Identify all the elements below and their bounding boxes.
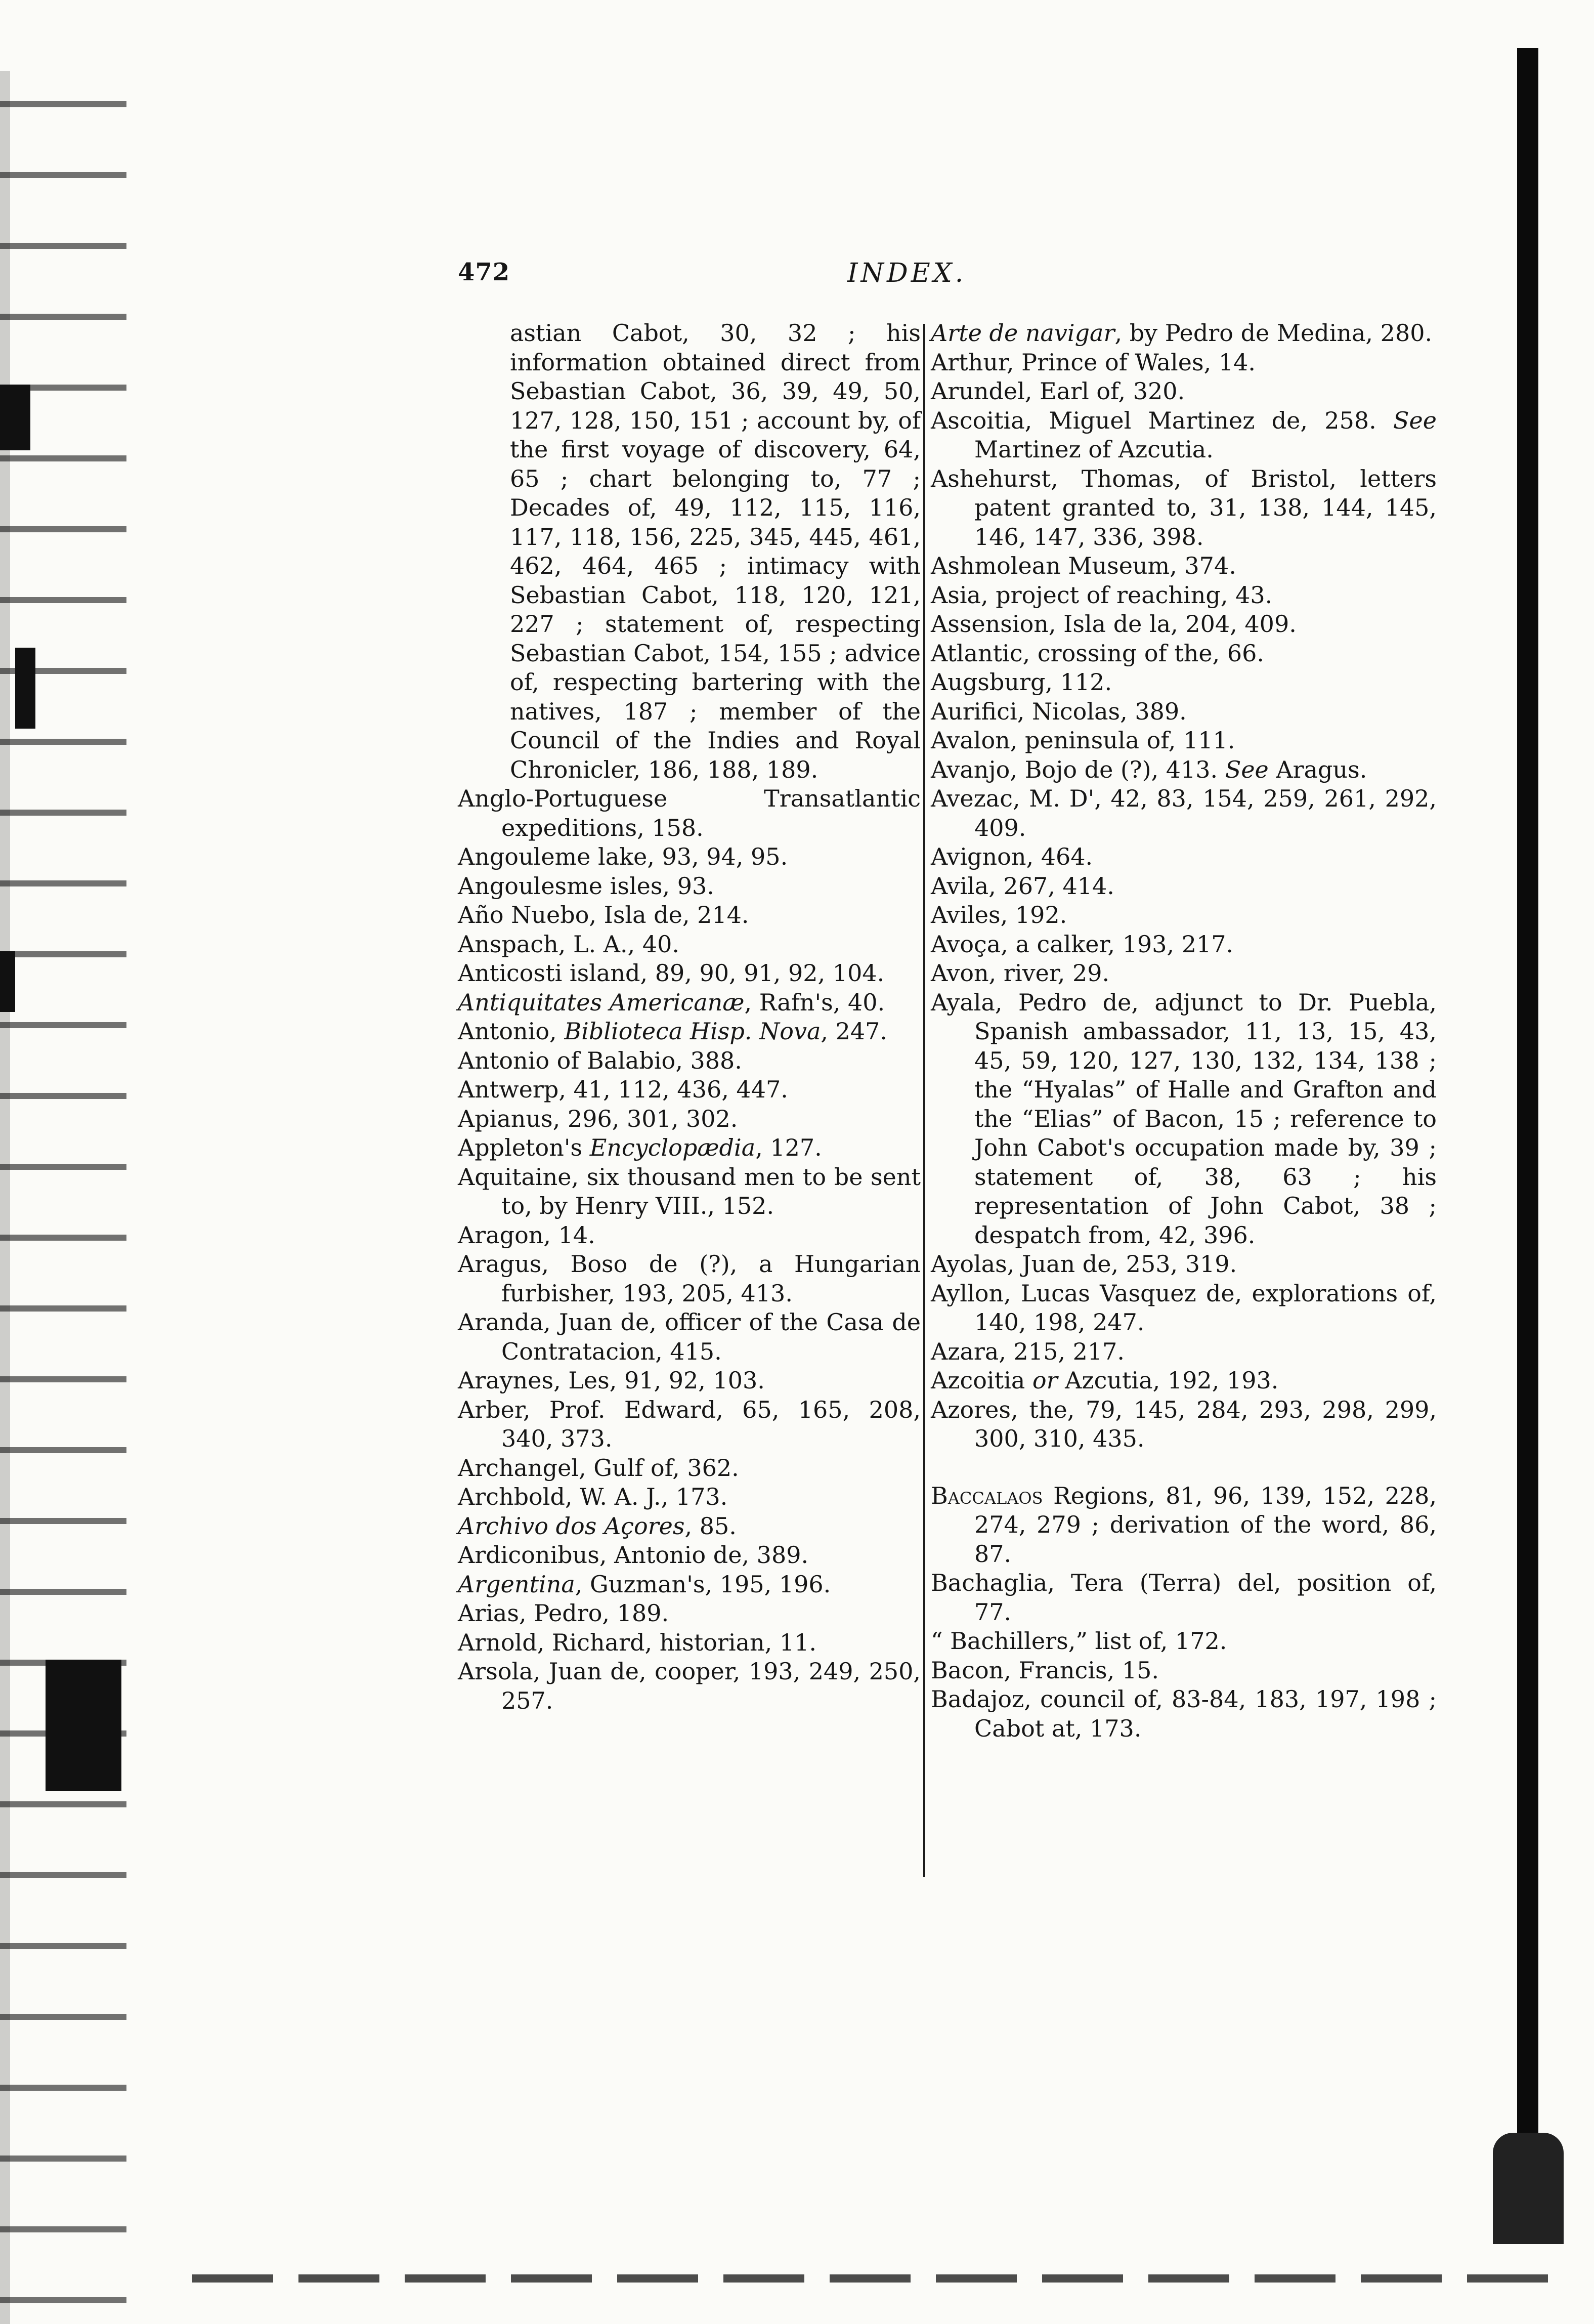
entry-text: Ascoitia, Miguel Martinez de, 258. bbox=[931, 406, 1376, 434]
entry-text: , 247. bbox=[821, 1018, 888, 1045]
entry-italic: Encyclopædia bbox=[589, 1134, 756, 1161]
entry-italic: Arte de navigar bbox=[931, 319, 1115, 347]
index-entry bbox=[458, 1105, 921, 1134]
index-column-right bbox=[931, 319, 1437, 1743]
entry-text: astian Cabot, 30, 32 ; his information obtained direct from Sebastian Cabot, 36, 39, 49, 50, 127, 128, 150, 151 ; account by, of the first voyage of discovery, 64, 65 ; chart belonging to, 77 ; Decades of, 49, 112, 115, 116, 117, 118, 156, 225, 345, 445, 461, 462, 464, 465 ; intimacy with Sebastian Cabot, 118, 120, 121, 227 ; statement of, respecting Sebastian Cabot, 154, 155 ; advice of, respecting bartering with the natives, 187 ; member of the Council of the Indies and Royal Chronicler, 186, 188, 189. bbox=[510, 319, 921, 783]
index-entry bbox=[458, 930, 921, 959]
index-entry bbox=[931, 1279, 1437, 1337]
index-entry bbox=[458, 1570, 921, 1599]
index-entry bbox=[458, 319, 921, 784]
scan-blot bbox=[15, 648, 35, 729]
entry-italic: Argentina bbox=[458, 1570, 575, 1598]
entry-text: Avanjo, Bojo de (?), 413. bbox=[931, 755, 1225, 783]
entry-text: Aragon, 14. bbox=[458, 1221, 595, 1249]
index-entry bbox=[931, 842, 1437, 872]
entry-text: Assension, Isla de la, 204, 409. bbox=[931, 610, 1297, 638]
entry-smallcaps: Baccalaos bbox=[931, 1482, 1043, 1509]
index-entry bbox=[931, 1366, 1437, 1396]
index-entry bbox=[931, 319, 1437, 348]
entry-italic: Antiquitates Americanæ bbox=[458, 988, 745, 1016]
entry-text: Avalon, peninsula of, 111. bbox=[931, 727, 1235, 754]
index-entry bbox=[931, 988, 1437, 1250]
entry-text: Arundel, Earl of, 320. bbox=[931, 377, 1185, 405]
index-entry bbox=[458, 959, 921, 988]
entry-text: , by Pedro de Medina, 280. bbox=[1114, 319, 1433, 347]
index-entry bbox=[931, 464, 1437, 552]
entry-text: Apianus, 296, 301, 302. bbox=[458, 1105, 738, 1132]
index-entry bbox=[931, 697, 1437, 727]
index-entry bbox=[931, 552, 1437, 581]
entry-text: Arber, Prof. Edward, 65, 165, 208, 340, 373. bbox=[458, 1396, 921, 1452]
entry-text: , 85. bbox=[684, 1512, 737, 1540]
index-entry bbox=[931, 1685, 1437, 1743]
entry-text: Angoulesme isles, 93. bbox=[458, 872, 714, 900]
page-number: 472 bbox=[458, 258, 510, 286]
index-entry bbox=[931, 959, 1437, 988]
entry-text: Año Nuebo, Isla de, 214. bbox=[458, 901, 749, 928]
entry-see: See bbox=[1225, 755, 1269, 783]
scan-blot bbox=[0, 385, 30, 450]
index-entry bbox=[458, 1454, 921, 1483]
entry-text: Ashmolean Museum, 374. bbox=[931, 552, 1236, 579]
index-entry bbox=[931, 406, 1437, 464]
scan-binding-base bbox=[1493, 2133, 1564, 2244]
entry-text: Asia, project of reaching, 43. bbox=[931, 581, 1273, 609]
index-entry bbox=[931, 1337, 1437, 1367]
entry-text: Bachaglia, Tera (Terra) del, position of, 77. bbox=[931, 1569, 1437, 1626]
entry-text: Arias, Pedro, 189. bbox=[458, 1599, 669, 1627]
index-entry bbox=[931, 930, 1437, 959]
index-entry bbox=[458, 1483, 921, 1512]
entry-text: Ayolas, Juan de, 253, 319. bbox=[931, 1250, 1237, 1278]
entry-italic: Biblioteca Hisp. Nova bbox=[564, 1018, 821, 1045]
entry-text: Ardiconibus, Antonio de, 389. bbox=[458, 1541, 809, 1569]
index-entry bbox=[931, 668, 1437, 697]
index-entry bbox=[458, 1133, 921, 1163]
entry-text: Aviles, 192. bbox=[931, 901, 1067, 928]
entry-text: Angouleme lake, 93, 94, 95. bbox=[458, 843, 788, 870]
index-entry bbox=[931, 1250, 1437, 1279]
entry-post: Martinez of Azcutia. bbox=[974, 436, 1214, 463]
entry-text: Avon, river, 29. bbox=[931, 959, 1110, 987]
entry-post: Aragus. bbox=[1268, 755, 1367, 783]
entry-text: Aragus, Boso de (?), a Hungarian furbisher, 193, 205, 413. bbox=[458, 1250, 921, 1307]
entry-text: , Guzman's, 195, 196. bbox=[575, 1570, 831, 1598]
entry-text: Ashehurst, Thomas, of Bristol, letters patent granted to, 31, 138, 144, 145, 146, 147, 336, 398. bbox=[931, 464, 1437, 551]
column-divider bbox=[923, 324, 925, 1877]
entry-text: Augsburg, 112. bbox=[931, 668, 1112, 696]
index-entry bbox=[931, 1396, 1437, 1454]
entry-text: Bacon, Francis, 15. bbox=[931, 1656, 1159, 1684]
entry-pre: Appleton's bbox=[458, 1134, 590, 1161]
scan-blot bbox=[46, 1660, 121, 1791]
entry-text: Ayala, Pedro de, adjunct to Dr. Puebla, Spanish ambassador, 11, 13, 15, 43, 45, 59, 120, 127, 130, 132, 134, 138 ; the “Hyalas” of Halle and Grafton and the “Elias” of Bacon, 15 ; reference to John Cabot's occupation made by, 39 ; statement of, 38, 63 ; his representation of John Cabot, 38 ; despatch from, 42, 396. bbox=[931, 988, 1437, 1249]
entry-text: Avila, 267, 414. bbox=[931, 872, 1114, 900]
index-entry bbox=[931, 377, 1437, 406]
index-entry bbox=[931, 581, 1437, 610]
index-entry bbox=[931, 784, 1437, 842]
index-entry bbox=[458, 1541, 921, 1570]
index-entry bbox=[931, 872, 1437, 901]
index-entry bbox=[458, 842, 921, 872]
index-entry bbox=[458, 1250, 921, 1308]
index-entry bbox=[931, 755, 1437, 785]
entry-text: Arthur, Prince of Wales, 14. bbox=[931, 348, 1256, 376]
index-entry bbox=[931, 726, 1437, 755]
entry-pre: Antonio, bbox=[458, 1018, 565, 1045]
entry-text: , Rafn's, 40. bbox=[744, 988, 885, 1016]
entry-text: Archangel, Gulf of, 362. bbox=[458, 1454, 739, 1482]
index-entry bbox=[458, 1017, 921, 1046]
entry-see: See bbox=[1393, 406, 1437, 434]
entry-text: Azara, 215, 217. bbox=[931, 1337, 1125, 1365]
index-column-left bbox=[458, 319, 921, 1715]
entry-italic: Archivo dos Açores bbox=[458, 1512, 685, 1540]
index-entry bbox=[931, 1656, 1437, 1685]
entry-text: Araynes, Les, 91, 92, 103. bbox=[458, 1367, 765, 1394]
entry-text: Aranda, Juan de, officer of the Casa de Contratacion, 415. bbox=[458, 1308, 921, 1365]
entry-text: Anticosti island, 89, 90, 91, 92, 104. bbox=[458, 959, 885, 987]
entry-pre: Azcoitia bbox=[931, 1367, 1032, 1394]
index-entry bbox=[931, 1482, 1437, 1569]
index-entry bbox=[458, 1221, 921, 1250]
index-entry bbox=[458, 901, 921, 930]
index-entry bbox=[931, 1569, 1437, 1627]
index-entry bbox=[458, 1046, 921, 1076]
entry-text: “ Bachillers,” list of, 172. bbox=[931, 1627, 1227, 1655]
entry-text: Aurifici, Nicolas, 389. bbox=[931, 697, 1187, 725]
entry-text: Antonio of Balabio, 388. bbox=[458, 1046, 742, 1074]
scan-binding-bar bbox=[1517, 48, 1538, 2133]
entry-text: Aquitaine, six thousand men to be sent to, by Henry VIII., 152. bbox=[458, 1163, 921, 1219]
entry-text: Ayllon, Lucas Vasquez de, explorations of, 140, 198, 247. bbox=[931, 1279, 1437, 1336]
scan-blot bbox=[0, 951, 15, 1012]
index-entry bbox=[931, 639, 1437, 668]
entry-text: Antwerp, 41, 112, 436, 447. bbox=[458, 1076, 788, 1103]
entry-text: , 127. bbox=[755, 1134, 822, 1161]
entry-text: Avoça, a calker, 193, 217. bbox=[931, 930, 1234, 958]
entry-text: Azores, the, 79, 145, 284, 293, 298, 299, 300, 310, 435. bbox=[931, 1396, 1437, 1452]
index-entry bbox=[931, 610, 1437, 639]
entry-text: Avignon, 464. bbox=[931, 843, 1093, 870]
index-entry bbox=[458, 1628, 921, 1658]
index-entry bbox=[458, 1308, 921, 1366]
running-head: INDEX. bbox=[847, 258, 967, 288]
index-entry bbox=[458, 1163, 921, 1221]
entry-text: Regions, 81, 96, 139, 152, 228, 274, 279 ; derivation of the word, 86, 87. bbox=[974, 1482, 1437, 1568]
index-entry bbox=[458, 1366, 921, 1396]
index-entry bbox=[458, 1599, 921, 1628]
index-entry bbox=[458, 1075, 921, 1105]
index-entry bbox=[458, 988, 921, 1018]
entry-text: Archbold, W. A. J., 173. bbox=[458, 1483, 728, 1510]
index-entry bbox=[931, 1627, 1437, 1656]
entry-italic: or bbox=[1032, 1367, 1058, 1394]
index-entry bbox=[458, 1657, 921, 1715]
entry-text: Avezac, M. D', 42, 83, 154, 259, 261, 292, 409. bbox=[931, 785, 1437, 841]
entry-text: Azcutia, 192, 193. bbox=[1057, 1367, 1279, 1394]
entry-text: Anglo-Portuguese Transatlantic expeditions, 158. bbox=[458, 785, 921, 841]
index-entry bbox=[931, 901, 1437, 930]
index-entry bbox=[458, 1396, 921, 1454]
entry-text: Badajoz, council of, 83-84, 183, 197, 198 ; Cabot at, 173. bbox=[931, 1685, 1437, 1742]
entry-text: Anspach, L. A., 40. bbox=[458, 930, 679, 958]
page-header bbox=[458, 258, 1444, 293]
index-entry bbox=[458, 784, 921, 842]
index-entry bbox=[458, 872, 921, 901]
scan-bottom-artifact bbox=[192, 2274, 1558, 2283]
entry-text: Arnold, Richard, historian, 11. bbox=[458, 1628, 817, 1656]
entry-text: Atlantic, crossing of the, 66. bbox=[931, 639, 1265, 667]
index-entry bbox=[931, 348, 1437, 377]
entry-text: Arsola, Juan de, cooper, 193, 249, 250, 257. bbox=[458, 1658, 921, 1714]
index-entry bbox=[458, 1512, 921, 1541]
